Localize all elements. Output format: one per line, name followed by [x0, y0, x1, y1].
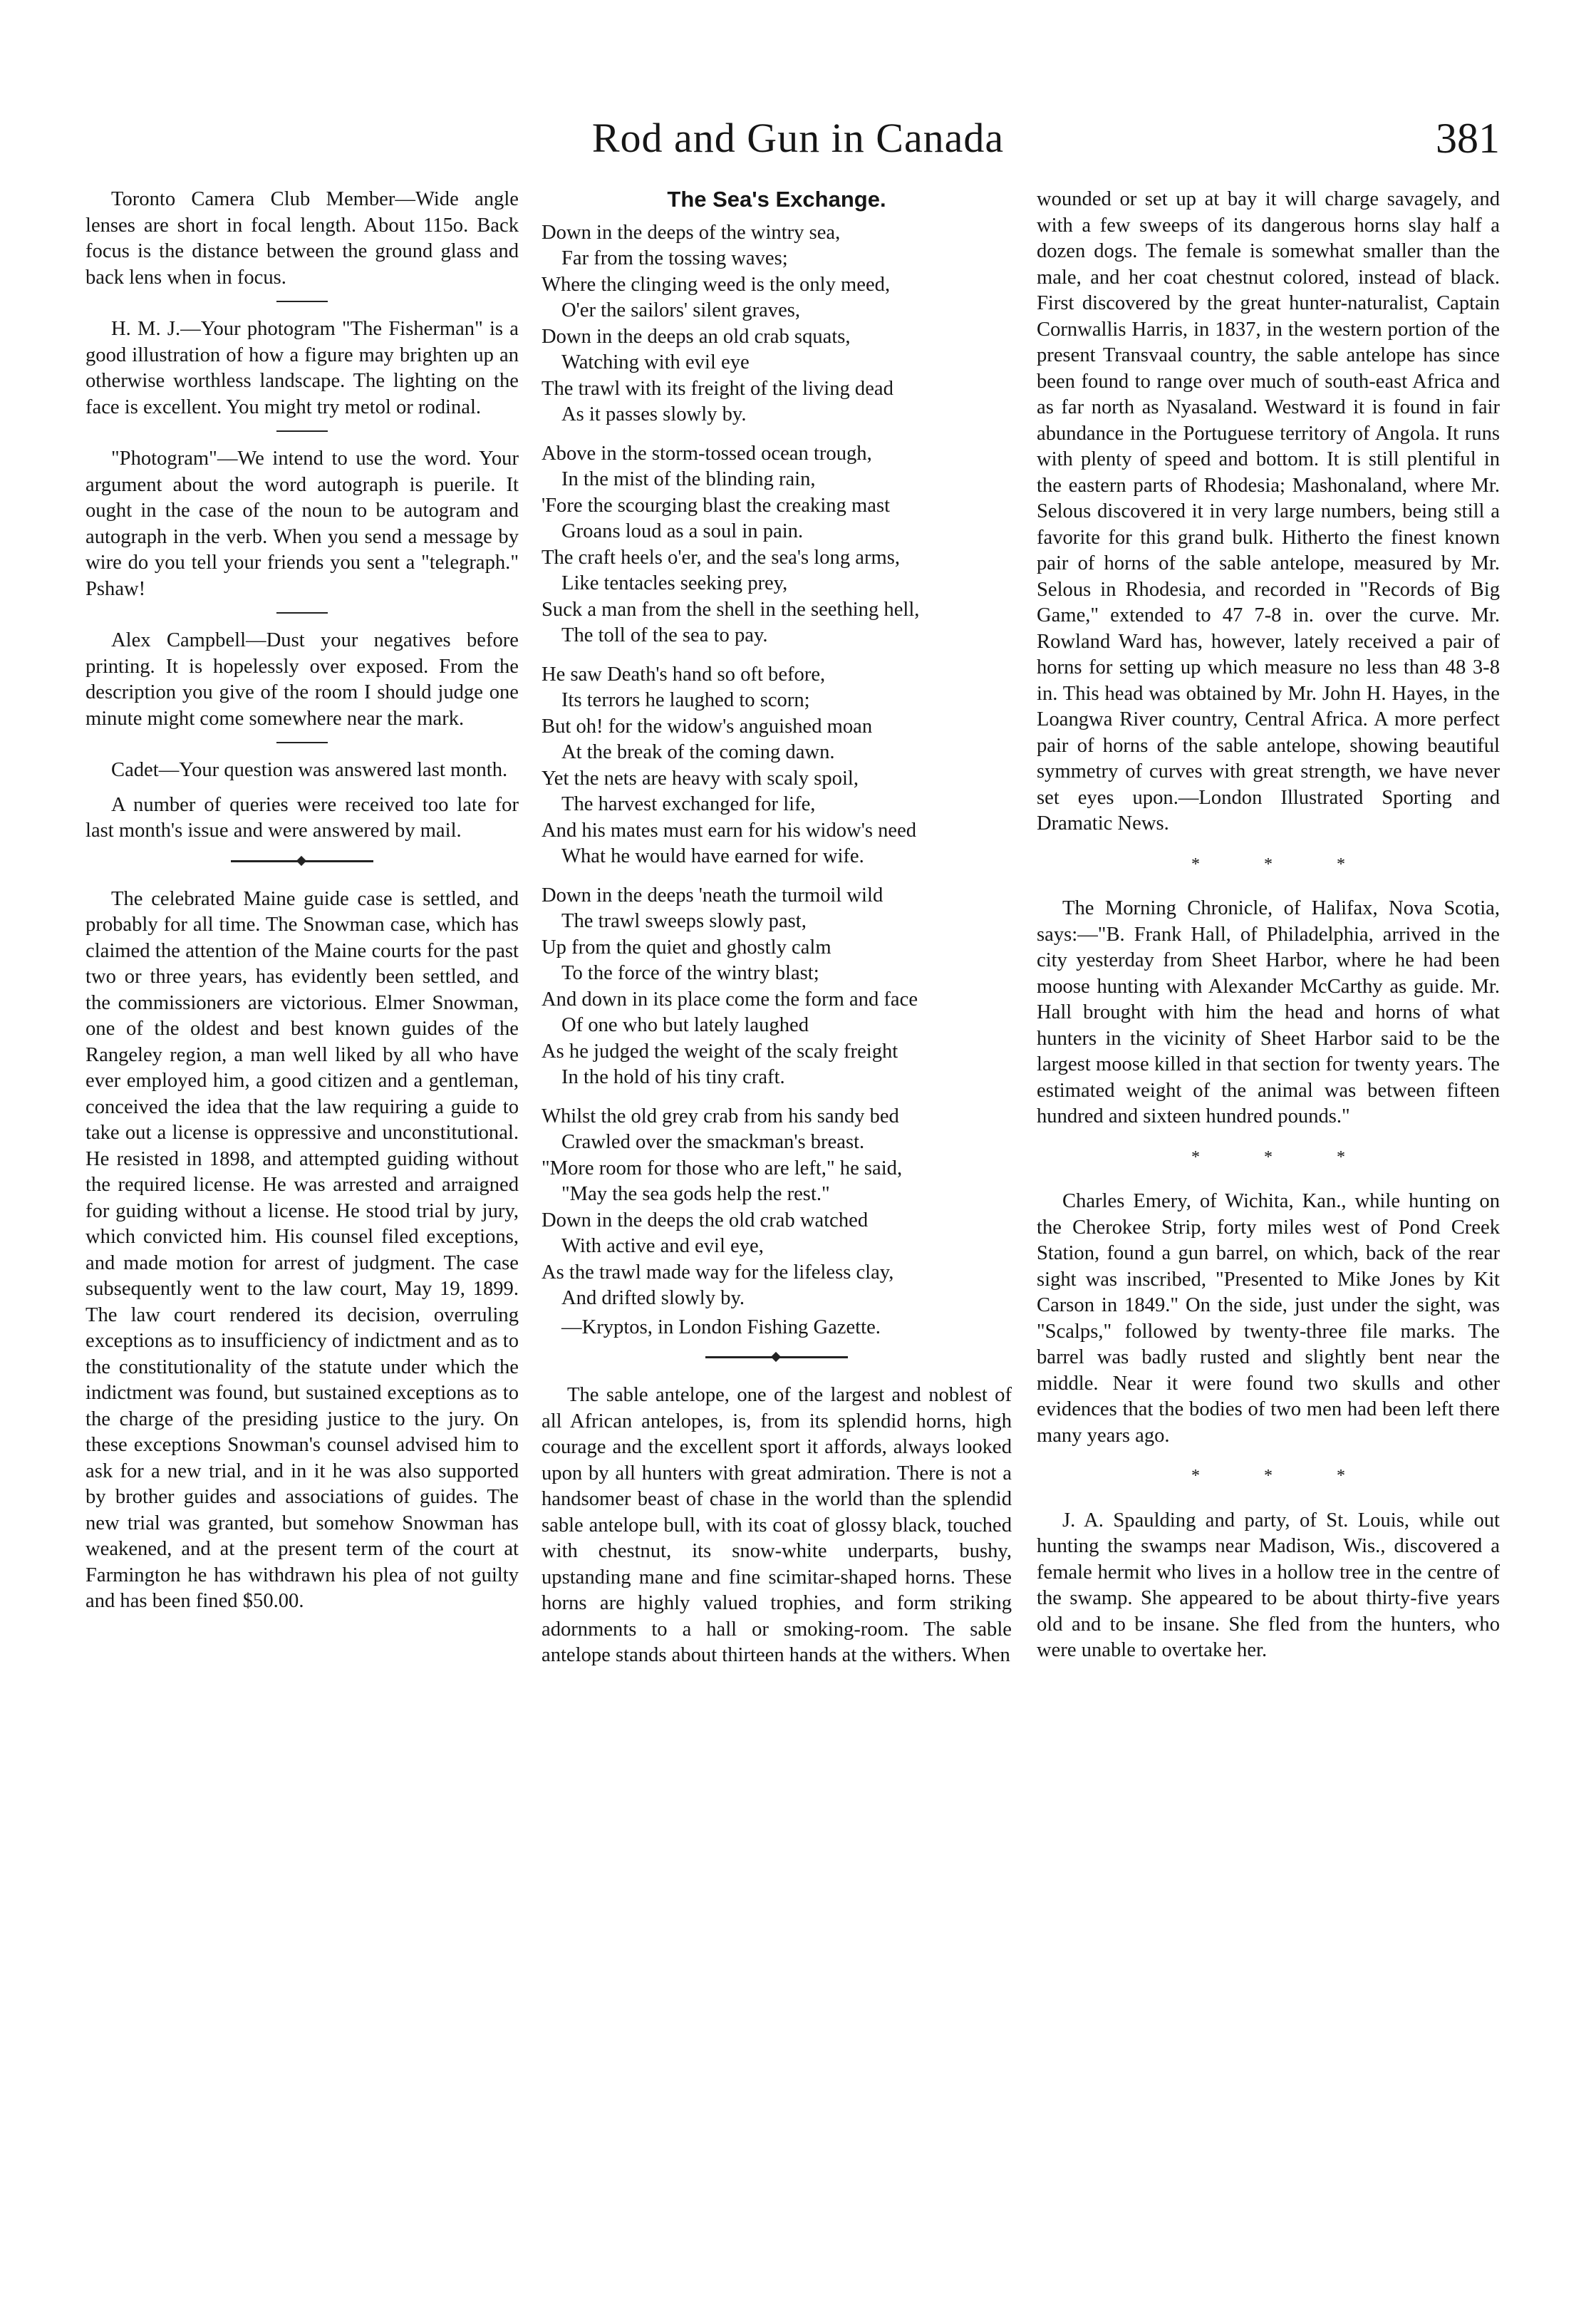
- poem-line: As the trawl made way for the lifeless clay,: [542, 1261, 894, 1283]
- answer-paragraph: Cadet—Your question was answered last month.: [111, 759, 508, 781]
- page-number: 381: [1436, 115, 1500, 162]
- answer-paragraph: Alex Campbell—Dust your negatives before printing. It is hopelessly over exposed. From the description you give of the room I should judge one minute might come somewhere near the mark.: [86, 629, 519, 730]
- answer-paragraph: "Photogram"—We intend to use the word. Your argument about the word autograph is puerile. It ought in the case of the noun to be autogram and autograph in the verb. When you send a message by wire do you tell your friends you sent a "telegraph." Pshaw!: [86, 448, 519, 600]
- short-rule: [276, 612, 328, 614]
- poem-line: And his mates must earn for his widow's need: [542, 819, 917, 842]
- article-paragraph: The sable antelope, one of the largest and noblest of all African antelopes, is, from its splendid horns, high courage and the excellent sport it affords, always looked upon by all hunters with great admiration. There is not a handsomer beast of chase in the world than the splendid sable antelope bull, with its coat of glossy black, touched with chestnut, its snow-white underparts, bushy, upstanding mane and fine scimitar-shaped horns. These horns are highly valued trophies, and form striking adornments to a hall or smoking-room. The sable antelope stands about thirteen hands at the withers. When: [542, 1384, 1012, 1666]
- poem-line: To the force of the wintry blast;: [561, 962, 819, 984]
- poem-line: The trawl with its freight of the living dead: [542, 377, 893, 400]
- article-paragraph: The celebrated Maine guide case is settled, and probably for all time. The Snowman case, which has claimed the attention of the Maine courts for the past two or three years, has evidently been settled, and the commissioners are victorious. Elmer Snowman, one of the oldest and best known guides of the Rangeley region, a man well liked by all who have ever employed him, a good citizen and a gentleman, conceived the idea that the law requiring a guide to take out a license is oppressive and unconstitutional. He resisted in 1898, and attempted guiding without the required license. He was arrested and arraigned for guiding without a license. He stood trial by jury, which convicted him. His counsel filed exceptions, and made motion for arrest of judgment. The case subsequently went to the law court, May 19, 1899. The law court rendered its decision, overruling exceptions as to insufficiency of indictment and as to the constitutionality of the statute under which the indictment was found, but sustained exceptions as to the charge of the presiding justice to the jury. On these exceptions Snowman's counsel advised him to ask for a new trial, and in it he was also supported by brother guides and associations of guides. The new trial was granted, but somehow Snowman has weakened, and at the present term of the court at Farmington he has withdrawn his plea of not guilty and has been fined $50.00.: [86, 887, 519, 1612]
- poem-line: "May the sea gods help the rest.": [561, 1183, 830, 1205]
- poem-line: O'er the sailors' silent graves,: [561, 299, 801, 321]
- poem-line: As he judged the weight of the scaly freight: [542, 1040, 898, 1063]
- poem-line: But oh! for the widow's anguished moan: [542, 715, 873, 738]
- article-paragraph: The Morning Chronicle, of Halifax, Nova Scotia, says:—"B. Frank Hall, of Philadelphia, arrived in the city yesterday from Sheet Harbor, where he had been moose hunting with Alexander McCarthy as guide. Mr. Hall brought with him the head and horns of what hunters in the vicinity of Sheet Harbor said to be the largest moose killed in that section for twenty years. The estimated weight of the animal was between fifteen hundred and sixteen hundred pounds.": [1037, 897, 1500, 1127]
- ornamental-rule: [705, 1356, 848, 1358]
- poem-line: And down in its place come the form and face: [542, 988, 918, 1011]
- answer-paragraph: A number of queries were received too late for last month's issue and were answered by mail.: [86, 793, 519, 842]
- short-rule: [276, 742, 328, 743]
- column-middle: [542, 187, 1012, 1678]
- column-left: [86, 187, 519, 1623]
- article-paragraph: Charles Emery, of Wichita, Kan., while hunting on the Cherokee Strip, forty miles west of Pond Creek Station, found a gun barrel, on which, back of the rear sight was inscribed, "Presented to Mike Jones by Kit Carson in 1849." On the side, just under the sight, was "Scalps," followed by twenty-three file marks. The barrel was badly rusted and slightly bent near the middle. Near it were found two skulls and other evidences that the bodies of two men had been left there many years ago.: [1037, 1190, 1500, 1447]
- poem-line: Where the clinging weed is the only meed,: [542, 273, 891, 296]
- poem-line: Down in the deeps an old crab squats,: [542, 325, 851, 348]
- poem-stanza: [542, 662, 1012, 870]
- page-header: [0, 114, 1596, 171]
- poem-stanza: [542, 1104, 1012, 1312]
- section-stars: * * *: [1191, 854, 1375, 874]
- poem-line: Watching with evil eye: [561, 351, 750, 373]
- poem-title: The Sea's Exchange.: [667, 187, 886, 212]
- poem-line: In the mist of the blinding rain,: [561, 468, 816, 490]
- poem-line: Whilst the old grey crab from his sandy bed: [542, 1105, 899, 1127]
- poem-line: The harvest exchanged for life,: [561, 793, 816, 815]
- poem-line: As it passes slowly by.: [561, 403, 747, 425]
- poem-line: Down in the deeps 'neath the turmoil wild: [542, 884, 884, 907]
- poem-line: And drifted slowly by.: [561, 1287, 745, 1309]
- column-right: [1037, 187, 1500, 1673]
- short-rule: [276, 301, 328, 302]
- section-stars: * * *: [1191, 1147, 1375, 1167]
- poem-line: Far from the tossing waves;: [561, 247, 788, 269]
- ornamental-rule: [231, 860, 373, 862]
- poem-line: At the break of the coming dawn.: [561, 741, 835, 763]
- answer-paragraph: H. M. J.—Your photogram "The Fisherman" is a good illustration of how a figure may brighten up an otherwise worthless landscape. The lighting on the face is excellent. You might try metol or rodinal.: [86, 318, 519, 418]
- poem-line: Like tentacles seeking prey,: [561, 572, 788, 594]
- poem-line: Down in the deeps the old crab watched: [542, 1209, 869, 1231]
- poem-line: 'Fore the scourging blast the creaking mast: [542, 494, 891, 517]
- poem-line: What he would have earned for wife.: [561, 845, 864, 867]
- poem-stanza: [542, 441, 1012, 649]
- poem-line: Its terrors he laughed to scorn;: [561, 689, 810, 711]
- poem-line: "More room for those who are left," he said,: [542, 1157, 903, 1179]
- poem-line: The craft heels o'er, and the sea's long arms,: [542, 546, 901, 569]
- poem-line: Of one who but lately laughed: [561, 1014, 809, 1036]
- poem-line: Above in the storm-tossed ocean trough,: [542, 442, 872, 465]
- poem-line: Groans loud as a soul in pain.: [561, 520, 804, 542]
- poem-line: With active and evil eye,: [561, 1235, 764, 1257]
- poem-line: In the hold of his tiny craft.: [561, 1066, 785, 1088]
- poem-stanza: [542, 883, 1012, 1091]
- poem-line: The toll of the sea to pay.: [561, 624, 768, 646]
- poem-line: Suck a man from the shell in the seething hell,: [542, 598, 920, 621]
- poem-line: Yet the nets are heavy with scaly spoil,: [542, 767, 859, 790]
- article-paragraph: J. A. Spaulding and party, of St. Louis, while out hunting the swamps near Madison, Wis., discovered a female hermit who lives in a hollow tree in the centre of the swamp. She appeared to be about thirty-five years old and to be insane. She fled from the hunters, who were unable to overtake her.: [1037, 1509, 1500, 1661]
- poem-line: Down in the deeps of the wintry sea,: [542, 221, 841, 244]
- article-paragraph: wounded or set up at bay it will charge savagely, and with a few sweeps of its dangerous horns slay half a dozen dogs. The female is somewhat smaller than the male, and her coat chestnut colored, instead of black. First discovered by the great hunter-naturalist, Captain Cornwallis Harris, in 1837, in the western portion of the present Transvaal country, the sable antelope has since been found to range over much of south-east Africa and as far north as Nyasaland. Westward it is found in fair abundance in the Portuguese territory of Angola. It runs with plenty of speed and bottom. It is still plentiful in the eastern parts of Rhodesia; Mashonaland, where Mr. Selous discovered it in very large numbers, being still a favorite for this grand bulk. Hitherto the finest known pair of horns of the sable antelope, measured by Mr. Selous in Rhodesia, and recorded in "Records of Big Game," extended to 47 7-8 in. over the curve. Mr. Rowland Ward has, however, lately received a pair of horns for setting up which measure no less than 48 3-8 in. This head was obtained by Mr. John H. Hayes, in the Loangwa River country, Central Africa. A more perfect pair of horns of the sable antelope, showing beautiful symmetry of curves with great strength, we have never set eyes upon.—London Illustrated Sporting and Dramatic News.: [1037, 188, 1500, 835]
- poem-line: The trawl sweeps slowly past,: [561, 910, 807, 932]
- section-stars: * * *: [1191, 1467, 1375, 1485]
- poem-credit: —Kryptos, in London Fishing Gazette.: [561, 1316, 881, 1338]
- poem-line: Crawled over the smackman's breast.: [561, 1131, 865, 1153]
- poem-stanza: [542, 220, 1012, 428]
- short-rule: [276, 430, 328, 432]
- running-title: Rod and Gun in Canada: [591, 115, 1005, 161]
- answer-paragraph: Toronto Camera Club Member—Wide angle lenses are short in focal length. About 115o. Back focus is the distance between the ground glass and back lens when in focus.: [86, 188, 519, 289]
- poem-line: He saw Death's hand so oft before,: [542, 663, 826, 686]
- poem-line: Up from the quiet and ghostly calm: [542, 936, 831, 959]
